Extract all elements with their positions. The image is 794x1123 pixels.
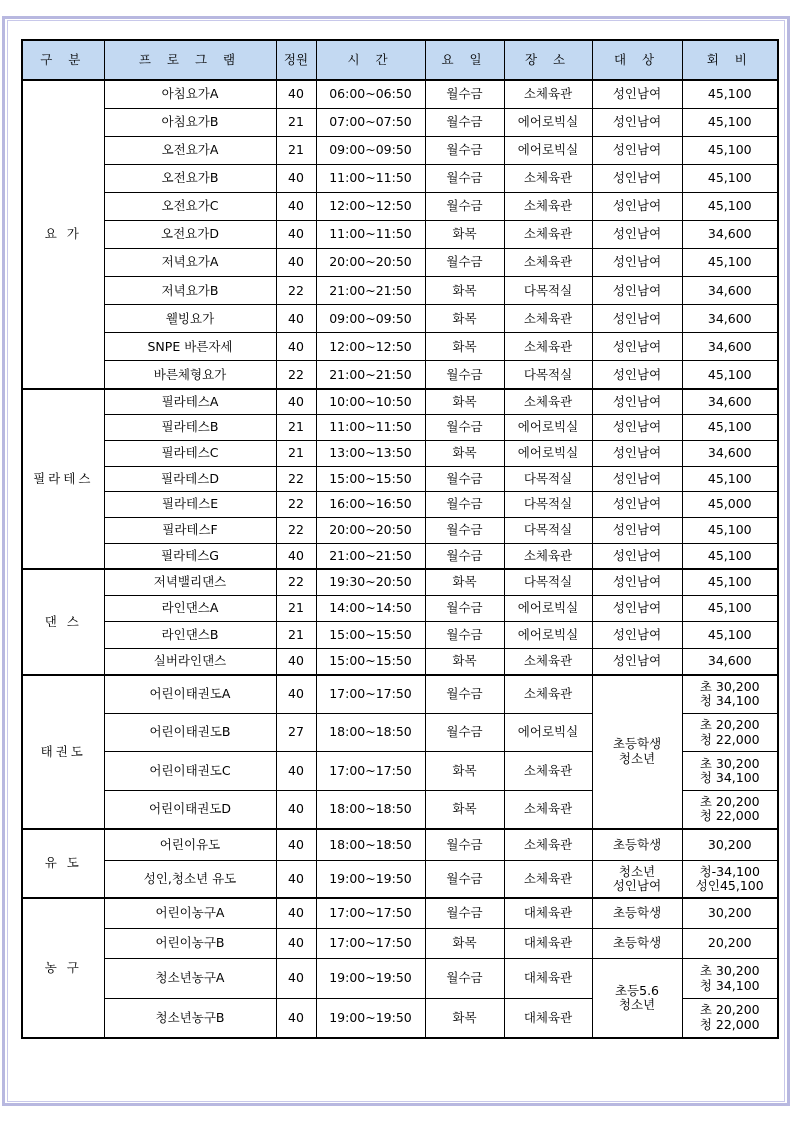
time-cell: 19:30~20:50 bbox=[316, 569, 425, 596]
header-fee: 회 비 bbox=[682, 40, 778, 80]
capacity-cell: 40 bbox=[276, 790, 316, 829]
days-cell: 월수금 bbox=[425, 861, 504, 898]
time-cell: 21:00~21:50 bbox=[316, 277, 425, 305]
fee-cell: 45,100 bbox=[682, 361, 778, 389]
place-cell: 소체육관 bbox=[504, 389, 592, 415]
target-cell: 성인남여 bbox=[592, 648, 682, 675]
place-cell: 대체육관 bbox=[504, 928, 592, 959]
table-row bbox=[22, 569, 778, 596]
table-row bbox=[22, 648, 778, 675]
place-cell: 에어로빅실 bbox=[504, 415, 592, 441]
capacity-cell: 21 bbox=[276, 136, 316, 164]
place-cell: 다목적실 bbox=[504, 569, 592, 596]
days-cell: 화목 bbox=[425, 389, 504, 415]
program-name: 오전요가A bbox=[104, 136, 276, 164]
program-name: 오전요가B bbox=[104, 164, 276, 192]
program-name: 필라테스E bbox=[104, 492, 276, 518]
fee-cell: 34,600 bbox=[682, 277, 778, 305]
place-cell: 소체육관 bbox=[504, 648, 592, 675]
cell-line: 청 34,100 bbox=[699, 693, 760, 709]
days-cell: 월수금 bbox=[425, 622, 504, 649]
program-name: 저녁밸리댄스 bbox=[104, 569, 276, 596]
place-cell: 에어로빅실 bbox=[504, 713, 592, 752]
cell-line: 성인45,100 bbox=[695, 878, 764, 894]
cell-line: 초 30,200 bbox=[699, 678, 760, 694]
program-name: 바른체형요가 bbox=[104, 361, 276, 389]
program-name: 저녁요가B bbox=[104, 277, 276, 305]
capacity-cell: 40 bbox=[276, 220, 316, 248]
capacity-cell: 22 bbox=[276, 569, 316, 596]
time-cell: 13:00~13:50 bbox=[316, 440, 425, 466]
target-cell: 성인남여 bbox=[592, 543, 682, 569]
days-cell: 월수금 bbox=[425, 108, 504, 136]
target-cell: 성인남여 bbox=[592, 622, 682, 649]
fee-cell: 34,600 bbox=[682, 389, 778, 415]
table-row bbox=[22, 333, 778, 361]
fee-cell: 34,600 bbox=[682, 305, 778, 333]
table-header-row bbox=[22, 40, 778, 80]
program-name: 웰빙요가 bbox=[104, 305, 276, 333]
cell-line: 초 20,200 bbox=[699, 717, 760, 733]
header-program: 프 로 그 램 bbox=[104, 40, 276, 80]
days-cell: 월수금 bbox=[425, 675, 504, 714]
time-cell: 17:00~17:50 bbox=[316, 752, 425, 791]
table-row bbox=[22, 492, 778, 518]
category-cell: 필라테스 bbox=[22, 389, 104, 569]
days-cell: 화목 bbox=[425, 648, 504, 675]
fee-cell: 45,100 bbox=[682, 622, 778, 649]
days-cell: 화목 bbox=[425, 998, 504, 1038]
target-cell bbox=[592, 959, 682, 1038]
table-row bbox=[22, 108, 778, 136]
program-name: 아침요가B bbox=[104, 108, 276, 136]
place-cell: 다목적실 bbox=[504, 492, 592, 518]
days-cell: 월수금 bbox=[425, 595, 504, 622]
capacity-cell: 40 bbox=[276, 928, 316, 959]
place-cell: 소체육관 bbox=[504, 675, 592, 714]
place-cell: 에어로빅실 bbox=[504, 440, 592, 466]
time-cell: 06:00~06:50 bbox=[316, 80, 425, 108]
capacity-cell: 40 bbox=[276, 543, 316, 569]
target-cell: 성인남여 bbox=[592, 333, 682, 361]
fee-cell: 34,600 bbox=[682, 440, 778, 466]
cell-line: 청 22,000 bbox=[699, 731, 760, 747]
table-row bbox=[22, 543, 778, 569]
table-row bbox=[22, 466, 778, 492]
time-cell: 17:00~17:50 bbox=[316, 675, 425, 714]
table-row bbox=[22, 928, 778, 959]
capacity-cell: 40 bbox=[276, 333, 316, 361]
target-cell: 성인남여 bbox=[592, 595, 682, 622]
fee-cell: 45,100 bbox=[682, 164, 778, 192]
place-cell: 대체육관 bbox=[504, 959, 592, 999]
days-cell: 월수금 bbox=[425, 829, 504, 861]
table-row bbox=[22, 192, 778, 220]
time-cell: 20:00~20:50 bbox=[316, 249, 425, 277]
cell-line: 초등5.6 bbox=[614, 982, 660, 998]
target-cell: 성인남여 bbox=[592, 466, 682, 492]
target-cell: 초등학생 bbox=[592, 829, 682, 861]
fee-cell: 45,100 bbox=[682, 466, 778, 492]
program-name: 어린이태권도D bbox=[104, 790, 276, 829]
program-name: 어린이태권도C bbox=[104, 752, 276, 791]
fee-cell: 30,200 bbox=[682, 898, 778, 929]
days-cell: 월수금 bbox=[425, 517, 504, 543]
fee-cell bbox=[682, 959, 778, 999]
capacity-cell: 22 bbox=[276, 361, 316, 389]
table-row bbox=[22, 675, 778, 714]
fee-cell: 34,600 bbox=[682, 648, 778, 675]
program-name: 실버라인댄스 bbox=[104, 648, 276, 675]
place-cell: 소체육관 bbox=[504, 861, 592, 898]
header-time: 시 간 bbox=[316, 40, 425, 80]
fee-cell: 45,000 bbox=[682, 492, 778, 518]
target-cell: 성인남여 bbox=[592, 192, 682, 220]
table-row bbox=[22, 517, 778, 543]
days-cell: 월수금 bbox=[425, 192, 504, 220]
fee-cell: 34,600 bbox=[682, 220, 778, 248]
time-cell: 07:00~07:50 bbox=[316, 108, 425, 136]
cell-line: 청 22,000 bbox=[699, 1016, 760, 1032]
time-cell: 18:00~18:50 bbox=[316, 829, 425, 861]
place-cell: 소체육관 bbox=[504, 192, 592, 220]
table-row bbox=[22, 220, 778, 248]
cell-line: 초 20,200 bbox=[699, 1002, 760, 1018]
target-cell bbox=[592, 675, 682, 829]
table-row bbox=[22, 959, 778, 999]
place-cell: 에어로빅실 bbox=[504, 622, 592, 649]
place-cell: 소체육관 bbox=[504, 220, 592, 248]
program-name: 아침요가A bbox=[104, 80, 276, 108]
program-name: 어린이태권도A bbox=[104, 675, 276, 714]
place-cell: 대체육관 bbox=[504, 898, 592, 929]
time-cell: 18:00~18:50 bbox=[316, 790, 425, 829]
cell-line: 청 22,000 bbox=[699, 808, 760, 824]
category-cell: 농 구 bbox=[22, 898, 104, 1038]
days-cell: 월수금 bbox=[425, 959, 504, 999]
days-cell: 화목 bbox=[425, 277, 504, 305]
table-row bbox=[22, 249, 778, 277]
capacity-cell: 21 bbox=[276, 415, 316, 441]
table-row bbox=[22, 898, 778, 929]
time-cell: 12:00~12:50 bbox=[316, 333, 425, 361]
target-cell: 초등학생 bbox=[592, 898, 682, 929]
days-cell: 월수금 bbox=[425, 415, 504, 441]
program-name: 필라테스A bbox=[104, 389, 276, 415]
capacity-cell: 21 bbox=[276, 108, 316, 136]
header-capacity: 정원 bbox=[276, 40, 316, 80]
days-cell: 월수금 bbox=[425, 492, 504, 518]
place-cell: 다목적실 bbox=[504, 517, 592, 543]
fee-cell bbox=[682, 675, 778, 714]
fee-cell: 45,100 bbox=[682, 517, 778, 543]
program-schedule-table bbox=[21, 39, 779, 1039]
program-name: 오전요가D bbox=[104, 220, 276, 248]
place-cell: 에어로빅실 bbox=[504, 108, 592, 136]
target-cell bbox=[592, 861, 682, 898]
header-place: 장 소 bbox=[504, 40, 592, 80]
time-cell: 09:00~09:50 bbox=[316, 305, 425, 333]
place-cell: 소체육관 bbox=[504, 543, 592, 569]
category-cell: 태권도 bbox=[22, 675, 104, 829]
program-name: 필라테스D bbox=[104, 466, 276, 492]
capacity-cell: 40 bbox=[276, 389, 316, 415]
fee-cell: 45,100 bbox=[682, 249, 778, 277]
days-cell: 화목 bbox=[425, 333, 504, 361]
place-cell: 소체육관 bbox=[504, 333, 592, 361]
cell-line: 청소년 bbox=[618, 750, 656, 766]
program-name: 필라테스F bbox=[104, 517, 276, 543]
target-cell: 성인남여 bbox=[592, 249, 682, 277]
fee-cell bbox=[682, 998, 778, 1038]
place-cell: 에어로빅실 bbox=[504, 595, 592, 622]
cell-line: 초 20,200 bbox=[699, 793, 760, 809]
fee-cell bbox=[682, 752, 778, 791]
fee-cell: 20,200 bbox=[682, 928, 778, 959]
fee-cell: 45,100 bbox=[682, 136, 778, 164]
fee-cell: 30,200 bbox=[682, 829, 778, 861]
time-cell: 10:00~10:50 bbox=[316, 389, 425, 415]
table-row bbox=[22, 861, 778, 898]
target-cell: 성인남여 bbox=[592, 108, 682, 136]
days-cell: 월수금 bbox=[425, 898, 504, 929]
time-cell: 19:00~19:50 bbox=[316, 998, 425, 1038]
program-name: 어린이태권도B bbox=[104, 713, 276, 752]
time-cell: 15:00~15:50 bbox=[316, 648, 425, 675]
capacity-cell: 22 bbox=[276, 466, 316, 492]
fee-cell: 45,100 bbox=[682, 415, 778, 441]
place-cell: 대체육관 bbox=[504, 998, 592, 1038]
target-cell: 성인남여 bbox=[592, 136, 682, 164]
target-cell: 성인남여 bbox=[592, 277, 682, 305]
target-cell: 성인남여 bbox=[592, 220, 682, 248]
table-row bbox=[22, 136, 778, 164]
fee-cell: 45,100 bbox=[682, 80, 778, 108]
time-cell: 21:00~21:50 bbox=[316, 543, 425, 569]
time-cell: 17:00~17:50 bbox=[316, 898, 425, 929]
time-cell: 09:00~09:50 bbox=[316, 136, 425, 164]
capacity-cell: 40 bbox=[276, 861, 316, 898]
cell-line: 초 30,200 bbox=[699, 755, 760, 771]
target-cell: 성인남여 bbox=[592, 305, 682, 333]
target-cell: 성인남여 bbox=[592, 389, 682, 415]
table-row bbox=[22, 389, 778, 415]
days-cell: 화목 bbox=[425, 440, 504, 466]
capacity-cell: 21 bbox=[276, 440, 316, 466]
days-cell: 월수금 bbox=[425, 164, 504, 192]
table-row bbox=[22, 829, 778, 861]
days-cell: 월수금 bbox=[425, 136, 504, 164]
capacity-cell: 40 bbox=[276, 829, 316, 861]
place-cell: 소체육관 bbox=[504, 790, 592, 829]
program-name: SNPE 바른자세 bbox=[104, 333, 276, 361]
program-name: 청소년농구A bbox=[104, 959, 276, 999]
place-cell: 다목적실 bbox=[504, 277, 592, 305]
capacity-cell: 27 bbox=[276, 713, 316, 752]
fee-cell bbox=[682, 861, 778, 898]
time-cell: 19:00~19:50 bbox=[316, 861, 425, 898]
table-row bbox=[22, 277, 778, 305]
target-cell: 성인남여 bbox=[592, 361, 682, 389]
cell-line: 초등학생 bbox=[612, 736, 662, 752]
category-cell: 댄 스 bbox=[22, 569, 104, 675]
days-cell: 화목 bbox=[425, 928, 504, 959]
table-row bbox=[22, 164, 778, 192]
capacity-cell: 40 bbox=[276, 648, 316, 675]
capacity-cell: 40 bbox=[276, 249, 316, 277]
place-cell: 소체육관 bbox=[504, 305, 592, 333]
fee-cell: 45,100 bbox=[682, 595, 778, 622]
time-cell: 11:00~11:50 bbox=[316, 415, 425, 441]
capacity-cell: 40 bbox=[276, 752, 316, 791]
days-cell: 월수금 bbox=[425, 713, 504, 752]
fee-cell: 45,100 bbox=[682, 543, 778, 569]
capacity-cell: 22 bbox=[276, 492, 316, 518]
fee-cell: 45,100 bbox=[682, 108, 778, 136]
cell-line: 청 34,100 bbox=[699, 977, 760, 993]
fee-cell: 45,100 bbox=[682, 569, 778, 596]
cell-line: 청소년 bbox=[618, 997, 656, 1013]
target-cell: 성인남여 bbox=[592, 440, 682, 466]
fee-cell: 34,600 bbox=[682, 333, 778, 361]
cell-line: 초 30,200 bbox=[699, 963, 760, 979]
capacity-cell: 40 bbox=[276, 675, 316, 714]
capacity-cell: 22 bbox=[276, 517, 316, 543]
program-name: 필라테스C bbox=[104, 440, 276, 466]
place-cell: 다목적실 bbox=[504, 361, 592, 389]
program-name: 청소년농구B bbox=[104, 998, 276, 1038]
table-row bbox=[22, 415, 778, 441]
time-cell: 19:00~19:50 bbox=[316, 959, 425, 999]
capacity-cell: 40 bbox=[276, 898, 316, 929]
fee-cell bbox=[682, 713, 778, 752]
days-cell: 월수금 bbox=[425, 249, 504, 277]
program-name: 필라테스B bbox=[104, 415, 276, 441]
place-cell: 소체육관 bbox=[504, 829, 592, 861]
table-row bbox=[22, 622, 778, 649]
days-cell: 화목 bbox=[425, 752, 504, 791]
days-cell: 화목 bbox=[425, 790, 504, 829]
place-cell: 소체육관 bbox=[504, 80, 592, 108]
header-target: 대 상 bbox=[592, 40, 682, 80]
days-cell: 화목 bbox=[425, 305, 504, 333]
days-cell: 월수금 bbox=[425, 361, 504, 389]
place-cell: 에어로빅실 bbox=[504, 136, 592, 164]
table-row bbox=[22, 595, 778, 622]
time-cell: 11:00~11:50 bbox=[316, 220, 425, 248]
program-name: 어린이유도 bbox=[104, 829, 276, 861]
days-cell: 월수금 bbox=[425, 466, 504, 492]
cell-line: 청-34,100 bbox=[699, 863, 760, 879]
time-cell: 12:00~12:50 bbox=[316, 192, 425, 220]
fee-cell: 45,100 bbox=[682, 192, 778, 220]
capacity-cell: 40 bbox=[276, 305, 316, 333]
header-days: 요 일 bbox=[425, 40, 504, 80]
time-cell: 20:00~20:50 bbox=[316, 517, 425, 543]
place-cell: 소체육관 bbox=[504, 752, 592, 791]
program-name: 성인,청소년 유도 bbox=[104, 861, 276, 898]
table-row bbox=[22, 440, 778, 466]
target-cell: 성인남여 bbox=[592, 164, 682, 192]
cell-line: 청소년 bbox=[618, 863, 656, 879]
time-cell: 14:00~14:50 bbox=[316, 595, 425, 622]
capacity-cell: 21 bbox=[276, 595, 316, 622]
capacity-cell: 21 bbox=[276, 622, 316, 649]
target-cell: 초등학생 bbox=[592, 928, 682, 959]
place-cell: 소체육관 bbox=[504, 249, 592, 277]
time-cell: 16:00~16:50 bbox=[316, 492, 425, 518]
header-category: 구 분 bbox=[22, 40, 104, 80]
days-cell: 월수금 bbox=[425, 80, 504, 108]
time-cell: 15:00~15:50 bbox=[316, 622, 425, 649]
time-cell: 11:00~11:50 bbox=[316, 164, 425, 192]
program-name: 어린이농구B bbox=[104, 928, 276, 959]
fee-cell bbox=[682, 790, 778, 829]
capacity-cell: 40 bbox=[276, 192, 316, 220]
table-row bbox=[22, 80, 778, 108]
place-cell: 다목적실 bbox=[504, 466, 592, 492]
target-cell: 성인남여 bbox=[592, 80, 682, 108]
capacity-cell: 40 bbox=[276, 998, 316, 1038]
place-cell: 소체육관 bbox=[504, 164, 592, 192]
cell-line: 청 34,100 bbox=[699, 770, 760, 786]
capacity-cell: 22 bbox=[276, 277, 316, 305]
time-cell: 17:00~17:50 bbox=[316, 928, 425, 959]
target-cell: 성인남여 bbox=[592, 415, 682, 441]
program-name: 저녁요가A bbox=[104, 249, 276, 277]
days-cell: 화목 bbox=[425, 569, 504, 596]
time-cell: 18:00~18:50 bbox=[316, 713, 425, 752]
capacity-cell: 40 bbox=[276, 164, 316, 192]
target-cell: 성인남여 bbox=[592, 569, 682, 596]
category-cell: 요 가 bbox=[22, 80, 104, 389]
category-cell: 유 도 bbox=[22, 829, 104, 898]
target-cell: 성인남여 bbox=[592, 492, 682, 518]
cell-line: 성인남여 bbox=[612, 878, 662, 894]
program-name: 어린이농구A bbox=[104, 898, 276, 929]
target-cell: 성인남여 bbox=[592, 517, 682, 543]
program-name: 라인댄스A bbox=[104, 595, 276, 622]
program-name: 오전요가C bbox=[104, 192, 276, 220]
days-cell: 월수금 bbox=[425, 543, 504, 569]
program-name: 라인댄스B bbox=[104, 622, 276, 649]
time-cell: 21:00~21:50 bbox=[316, 361, 425, 389]
table-row bbox=[22, 305, 778, 333]
capacity-cell: 40 bbox=[276, 80, 316, 108]
days-cell: 화목 bbox=[425, 220, 504, 248]
program-name: 필라테스G bbox=[104, 543, 276, 569]
time-cell: 15:00~15:50 bbox=[316, 466, 425, 492]
table-row bbox=[22, 361, 778, 389]
capacity-cell: 40 bbox=[276, 959, 316, 999]
